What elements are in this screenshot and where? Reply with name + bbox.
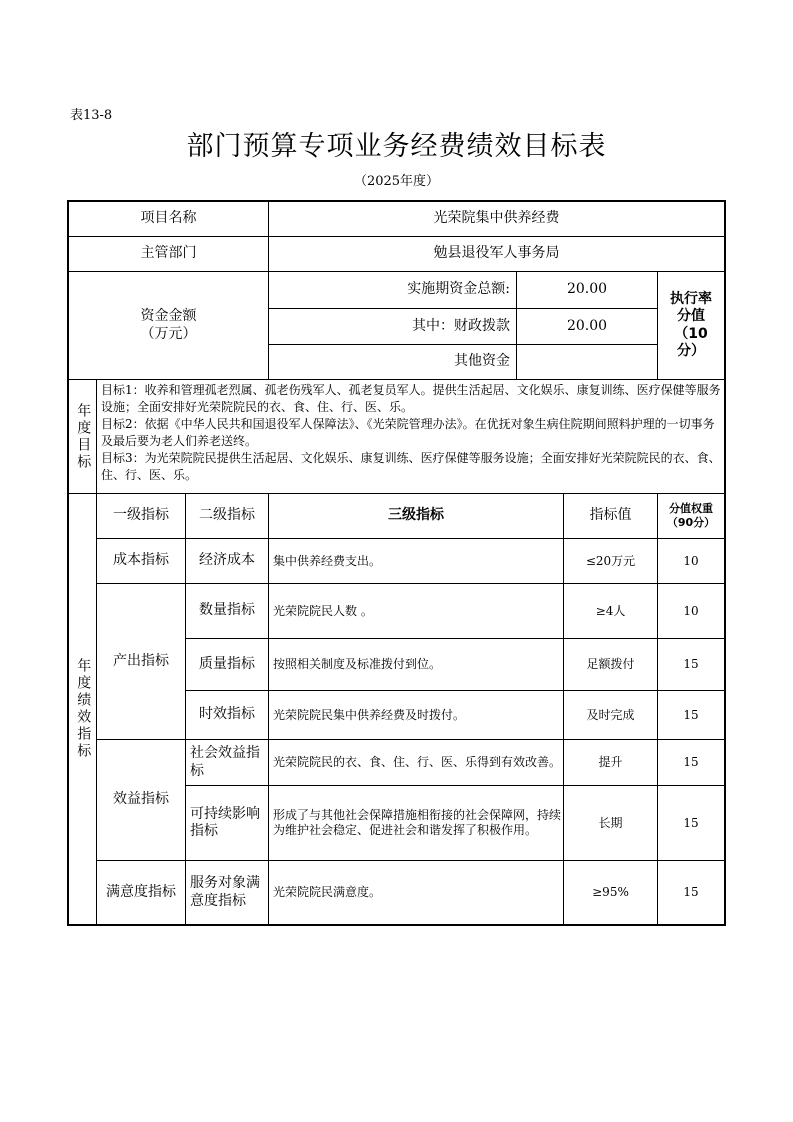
- other-fund-label: 其他资金: [454, 353, 510, 370]
- row-value: 及时完成: [586, 707, 635, 722]
- department-label: 主管部门: [140, 245, 197, 262]
- execution-rate-score: 执行率分值（10分）: [670, 290, 712, 359]
- row-level2: 经济成本: [199, 552, 255, 569]
- fiscal-allocation-label: 其中：财政拨款: [412, 317, 510, 334]
- row-level3: 光荣院院民人数 。: [273, 603, 373, 618]
- header-level1: 一级指标: [113, 507, 169, 524]
- row-weight: 15: [683, 755, 699, 769]
- row-weight: 15: [683, 815, 699, 830]
- row-level2: 服务对象满意度指标: [190, 875, 260, 909]
- page-title: 部门预算专项业务经费绩效目标表: [186, 131, 607, 162]
- row-level2: 时效指标: [199, 706, 255, 723]
- row-weight: 15: [683, 657, 699, 671]
- group-output: 产出指标: [113, 652, 169, 669]
- row-weight: 10: [683, 553, 699, 568]
- group-satisfaction: 满意度指标: [106, 883, 176, 900]
- row-level2: 社会效益指标: [190, 745, 260, 779]
- row-level3: 光荣院院民的衣、食、住、行、医、乐得到有效改善。: [273, 755, 562, 769]
- row-value: ≥4人: [595, 603, 626, 618]
- row-level3: 光荣院院民集中供养经费及时拨付。: [273, 707, 466, 722]
- row-value: ≥95%: [592, 885, 629, 899]
- row-weight: 10: [683, 603, 699, 618]
- row-value: 提升: [598, 755, 623, 769]
- row-level3: 按照相关制度及标准拨付到位。: [273, 657, 442, 671]
- fiscal-year: （2025年度）: [353, 174, 440, 189]
- total-fund-label: 实施期资金总额:: [407, 281, 510, 298]
- row-value: 足额拨付: [586, 657, 635, 671]
- header-value: 指标值: [589, 507, 632, 524]
- row-value: 长期: [598, 815, 623, 830]
- project-name-label: 项目名称: [140, 210, 197, 227]
- total-fund-value: 20.00: [566, 281, 608, 298]
- fiscal-allocation-value: 20.00: [566, 317, 608, 334]
- header-weight: 分值权重 （90分）: [666, 502, 716, 529]
- row-level3: 集中供养经费支出。: [273, 553, 382, 568]
- header-level3: 三级指标: [388, 507, 444, 524]
- row-level3: 形成了与其他社会保障措施相衔接的社会保障网，持续为维护社会稳定、促进社会和谐发挥了积极作用。: [273, 808, 562, 837]
- header-level2: 二级指标: [199, 507, 255, 524]
- table-number: 表13-8: [70, 108, 113, 123]
- department-value: 勉县退役军人事务局: [433, 245, 560, 262]
- row-level3: 光荣院院民满意度。: [273, 885, 382, 899]
- row-level2: 质量指标: [199, 655, 255, 672]
- other-fund-value: [517, 345, 657, 379]
- row-level2: 数量指标: [199, 602, 255, 619]
- row-level2: 可持续影响指标: [190, 805, 260, 839]
- annual-goals-label: 年度目标: [75, 402, 92, 471]
- project-name-value: 光荣院集中供养经费: [433, 210, 560, 227]
- row-weight: 15: [683, 707, 699, 722]
- row-value: ≤20万元: [585, 553, 636, 568]
- performance-indicators-label: 年度绩效指标: [75, 658, 92, 760]
- annual-goals-text: 目标1：收养和管理孤老烈属、孤老伤残军人、孤老复员军人。提供生活起居、文化娱乐、康复训练、医疗保健等服务设施；全面安排好光荣院院民的衣、食、住、行、医、乐。 目标2：依据《中华人民共和国退役军人保障法》、《光荣院管理办法》。在优抚对象生病住院期间照料护理的一切事务及最后要为老人们养老送终。 目标3：为光荣院院民提供生活起居、文化娱乐、康复训练、医疗保健等服务设施；全面安排好光荣院院民的衣、食、住、行、医、乐。: [101, 383, 721, 483]
- fund-amount-label: 资金金额 （万元）: [140, 308, 197, 342]
- row-weight: 15: [683, 885, 699, 899]
- group-cost: 成本指标: [113, 552, 169, 569]
- group-benefit: 效益指标: [113, 791, 169, 808]
